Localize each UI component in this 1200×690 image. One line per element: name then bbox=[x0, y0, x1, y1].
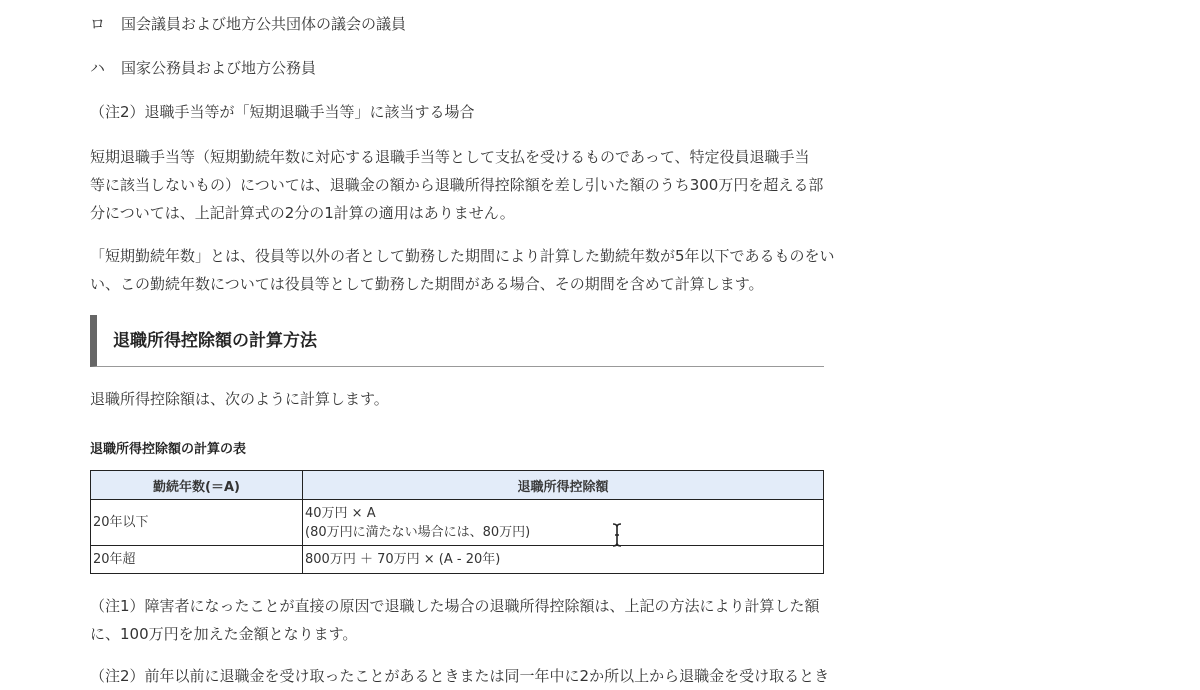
table-row bbox=[91, 500, 824, 546]
table-caption: 退職所得控除額の計算の表 bbox=[90, 442, 247, 457]
paragraph-line: 短期退職手当等（短期勤続年数に対応する退職手当等として支払を受けるものであって、特定役員退職手当 bbox=[90, 148, 810, 166]
table-row bbox=[91, 546, 824, 574]
cell-deduction bbox=[303, 500, 824, 546]
paragraph-line: い、この勤続年数については役員等として勤務した期間がある場合、その期間を含めて計算します。 bbox=[90, 275, 764, 293]
cell-line: (80万円に満たない場合には、80万円) bbox=[305, 524, 531, 540]
note1-paragraph bbox=[90, 592, 820, 648]
paragraph-line: 等に該当しないもの）については、退職金の額から退職所得控除額を差し引いた額のうち300万円を超える部 bbox=[90, 176, 824, 194]
note2b-paragraph-cut bbox=[90, 662, 830, 690]
paragraph-line: 「短期勤続年数」とは、役員等以外の者として勤務した期間により計算した勤続年数が5年以下であるものをい bbox=[90, 247, 835, 265]
section-heading-text: 退職所得控除額の計算方法 bbox=[113, 331, 317, 351]
cell-line: 40万円 × A bbox=[305, 505, 376, 521]
section-intro: 退職所得控除額は、次のように計算します。 bbox=[90, 390, 389, 408]
paragraph-line: （注1）障害者になったことが直接の原因で退職した場合の退職所得控除額は、上記の方法により計算した額 bbox=[90, 597, 820, 615]
header-deduction: 退職所得控除額 bbox=[303, 471, 824, 500]
paragraph-line: 分については、上記計算式の2分の1計算の適用はありません。 bbox=[90, 204, 515, 222]
short-term-years-paragraph bbox=[90, 242, 835, 298]
header-years: 勤続年数(＝A) bbox=[91, 471, 303, 500]
paragraph-line: に、100万円を加えた金額となります。 bbox=[90, 625, 358, 643]
cell-years: 20年超 bbox=[91, 546, 303, 574]
paragraph-line: （注2）前年以前に退職金を受け取ったことがあるときまたは同一年中に2か所以上から退職金を受け取るとき bbox=[90, 667, 830, 685]
short-term-paragraph bbox=[90, 143, 823, 227]
deduction-table bbox=[90, 470, 824, 574]
cell-line: 800万円 ＋ 70万円 × (A - 20年) bbox=[305, 552, 501, 567]
text-cursor-icon bbox=[611, 522, 623, 548]
list-item-ha bbox=[90, 56, 316, 80]
list-item-text: 国会議員および地方公共団体の議会の議員 bbox=[121, 15, 407, 33]
table-header-row bbox=[91, 471, 824, 500]
list-item-ro bbox=[90, 12, 406, 36]
note2-heading: （注2）退職手当等が「短期退職手当等」に該当する場合 bbox=[90, 103, 475, 121]
list-marker: ハ bbox=[90, 59, 106, 77]
cell-deduction bbox=[303, 546, 824, 574]
list-item-text: 国家公務員および地方公務員 bbox=[121, 59, 317, 77]
cell-years: 20年以下 bbox=[91, 500, 303, 546]
section-heading bbox=[90, 315, 824, 367]
list-marker: ロ bbox=[90, 15, 106, 33]
